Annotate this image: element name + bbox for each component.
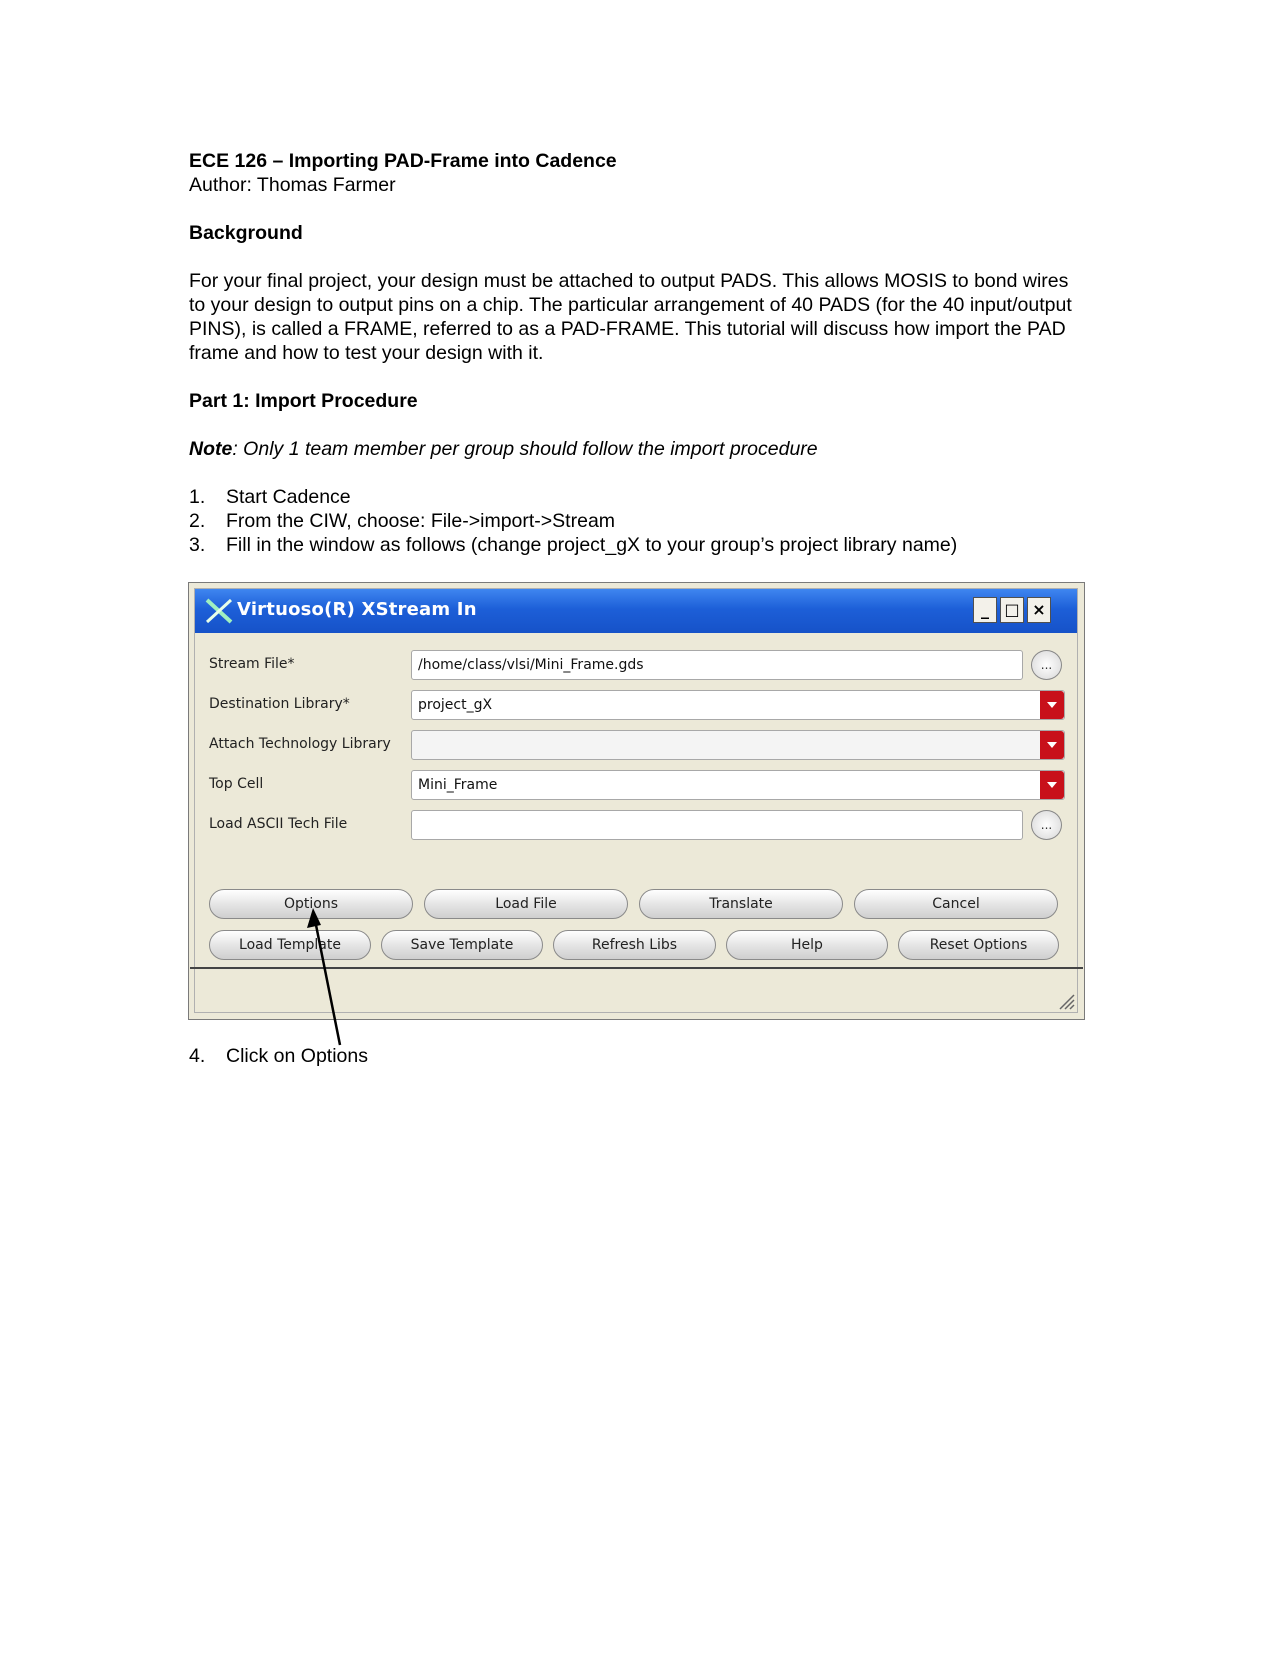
load-file-button[interactable]: Load File [424,889,628,919]
destination-library-value: project_gX [418,697,493,713]
background-paragraph: For your final project, your design must be attached to output PADS. This allows MOSIS to bond wires to your design to output pins on a chip. The particular arrangement of 40 PADS (for the 40 input/output PINS), is called a FRAME, referred to as a PAD-FRAME. This tutorial will discuss how import the PAD frame and how to test your design with it. [189,270,1072,364]
dialog-title: Virtuoso(R) XStream In [237,599,477,620]
stream-file-browse-button[interactable]: ... [1031,650,1062,680]
attach-tech-library-label: Attach Technology Library [209,736,391,752]
step-text: Click on Options [226,1045,368,1067]
top-cell-value: Mini_Frame [418,777,498,793]
step-text: Fill in the window as follows (change project_gX to your group’s project library name) [226,534,958,556]
stream-file-input[interactable]: /home/class/vlsi/Mini_Frame.gds [411,650,1023,680]
translate-button[interactable]: Translate [639,889,843,919]
note-label: Note [189,438,233,460]
save-template-button[interactable]: Save Template [381,930,543,960]
refresh-libs-button[interactable]: Refresh Libs [553,930,716,960]
destination-library-label: Destination Library* [209,696,350,712]
maximize-button[interactable]: □ [1000,597,1024,623]
reset-options-button[interactable]: Reset Options [898,930,1059,960]
background-heading: Background [189,222,303,244]
load-template-button[interactable]: Load Template [209,930,371,960]
help-button[interactable]: Help [726,930,888,960]
step-text: Start Cadence [226,486,351,508]
minimize-button[interactable]: _ [973,597,997,623]
options-button[interactable]: Options [209,889,413,919]
ascii-tech-file-label: Load ASCII Tech File [209,816,348,832]
step-number: 4. [189,1045,206,1067]
step-number: 3. [189,534,206,556]
step-4 [189,1044,368,1068]
stream-file-label: Stream File* [209,656,295,672]
note-text: : Only 1 team member per group should follow the import procedure [232,438,818,460]
doc-author: Author: Thomas Farmer [189,174,396,196]
step-text: From the CIW, choose: File->import->Stream [226,510,616,532]
doc-title: ECE 126 – Importing PAD-Frame into Cadence [189,150,617,172]
step-number: 1. [189,486,206,508]
close-button[interactable]: × [1027,597,1051,623]
part1-heading: Part 1: Import Procedure [189,390,418,412]
ascii-tech-file-browse-button[interactable]: ... [1031,810,1062,840]
cancel-button[interactable]: Cancel [854,889,1058,919]
top-cell-label: Top Cell [209,776,264,792]
step-number: 2. [189,510,206,532]
